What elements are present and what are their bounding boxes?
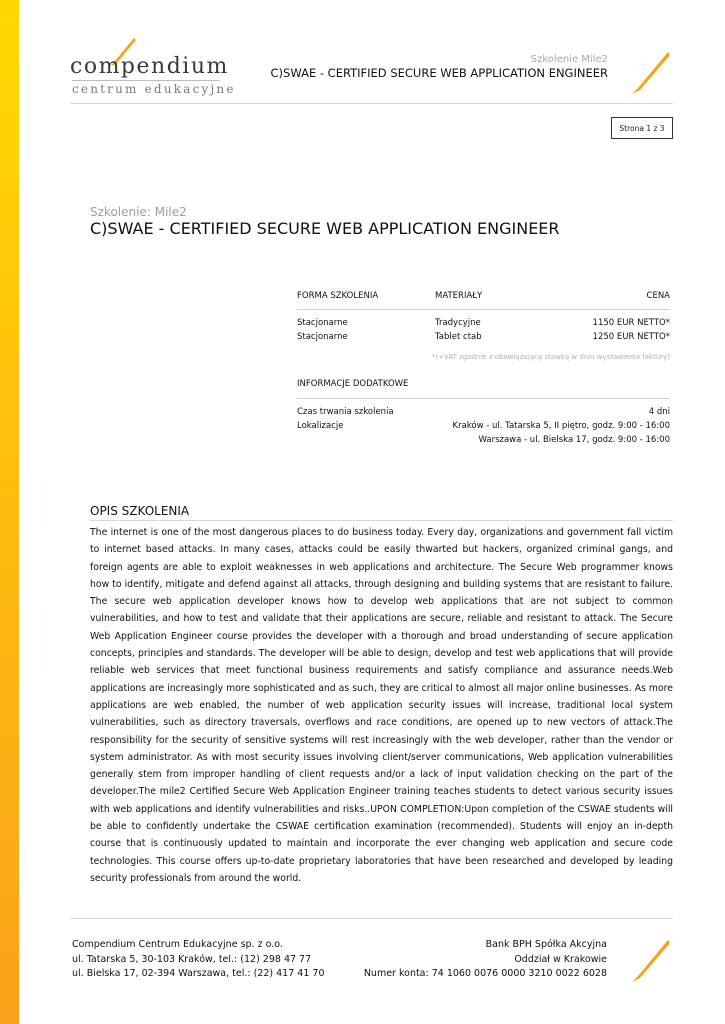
header-course-title: C)SWAE - CERTIFIED SECURE WEB APPLICATION ENGINEER [270,66,608,80]
footer-account-number: Numer konta: 74 1060 0076 0000 3210 0022 6028 [363,968,607,979]
duration-label: Czas trwania szkolenia [297,407,394,417]
duration-row [297,407,670,419]
footer-company-name: Compendium Centrum Edukacyjne sp. z o.o. [72,939,283,950]
column-header-form: FORMA SZKOLENIA [297,291,379,301]
footer-address-krakow: ul. Tatarska 5, 30-103 Kraków, tel.: (12) 298 47 77 [72,953,312,965]
description-divider [90,520,673,521]
logo-subtitle: centrum edukacyjne [72,82,236,96]
column-header-materials: MATERIAŁY [435,291,483,301]
price-cell: 1150 EUR NETTO* [592,318,670,328]
additional-info [297,379,670,449]
location-warszawa: Warszawa - ul. Bielska 17, godz. 9:00 - 16:00 [478,435,670,445]
materials-cell: Tablet ctab [435,332,482,342]
logo-wordmark: compendium [70,54,229,79]
form-cell: Stacjonarne [297,318,348,328]
company-logo [70,36,236,98]
header-course-label: Szkolenie Mile2 [530,54,608,65]
footer-bank-name: Bank BPH Spółka Akcyjna [485,939,607,950]
course-subtitle: Szkolenie: Mile2 [90,205,187,219]
header-pen-icon [628,50,672,96]
footer-bank-info [364,938,607,982]
pricing-header-row [297,291,670,303]
column-header-price: CENA [646,291,670,301]
location-label: Lokalizacje [297,421,344,431]
page-title: C)SWAE - CERTIFIED SECURE WEB APPLICATION ENGINEER [90,219,560,238]
table-row [297,332,670,344]
footer-bank-branch: Oddział w Krakowie [514,953,607,965]
vat-note: *(+VAT zgodnie z obowiązującą stawką w dniu wystawienia faktury) [431,353,670,361]
pricing-table [297,291,670,371]
additional-info-header [297,379,670,391]
description-heading: OPIS SZKOLENIA [90,504,190,518]
footer-divider [70,918,673,919]
additional-info-divider [297,398,670,399]
logo-divider [72,80,220,81]
header-divider [70,103,673,104]
description-body: The internet is one of the most dangerous places to do business today. Every day, organizations and government fall victim to internet based attacks. In many cases, attacks could be easily thwarted but hackers, organized criminal gangs, and foreign agents are able to exploit weaknesses in web applications and architecture. The Secure Web programmer knows how to identify, mitigate and defend against all attacks, through designing and building systems that are resistant to failure. The secure web application developer knows how to develop web applications that are not subject to common vulnerabilities, and how to test and validate that their applications are secure, reliable and resistant to attack. The Secure Web Application Engineer course provides the developer with a thorough and broad understanding of secure application concepts, principles and standards. The developer will be able to design, develop and test web applications that will provide reliable web services that meet functional business requirements and satisfy compliance and assurance needs.Web applications are increasingly more sophisticated and as such, they are critical to almost all major online businesses. As more applications are web enabled, the number of web application security issues will increase, traditional local system vulnerabilities, such as directory traversals, overflows and race conditions, are opened up to new vectors of attack.The responsibility for the security of sensitive systems will rest increasingly with the web developer, rather than the vendor or system administrator. As with most security issues involving client/server communications, Web application vulnerabilities generally stem from improper handling of client requests and/or a lack of input validation checking on the part of the developer.The mile2 Certified Secure Web Application Engineer training teaches students to detect various security issues with web applications and identify vulnerabilities and risks..UPON COMPLETION:Upon completion of the CSWAE students will be able to confidently undertake the CSWAE certification examination (recommended). Students will enjoy an in-depth course that is continuously updated to maintain and incorporate the ever changing web application and secure code technologies. This course offers up-to-date proprietary laboratories that have been researched and developed by leading security professionals from around the world. [90,527,673,884]
footer-company-info [72,938,324,982]
pricing-header-divider [297,309,670,310]
location-krakow: Kraków - ul. Tatarska 5, II piętro, godz. 9:00 - 16:00 [452,421,670,431]
price-cell: 1250 EUR NETTO* [592,332,670,342]
duration-value: 4 dni [648,407,670,417]
table-row [297,318,670,330]
page-indicator: Strona 1 z 3 [611,117,673,139]
materials-cell: Tradycyjne [435,318,481,328]
location-row [297,421,670,433]
footer-address-warszawa: ul. Bielska 17, 02-394 Warszawa, tel.: (22) 417 41 70 [72,968,325,979]
side-accent-bar [0,0,19,1024]
footer-pen-icon [628,938,672,984]
additional-info-title: INFORMACJE DODATKOWE [297,379,409,389]
location-row [297,435,670,447]
form-cell: Stacjonarne [297,332,348,342]
